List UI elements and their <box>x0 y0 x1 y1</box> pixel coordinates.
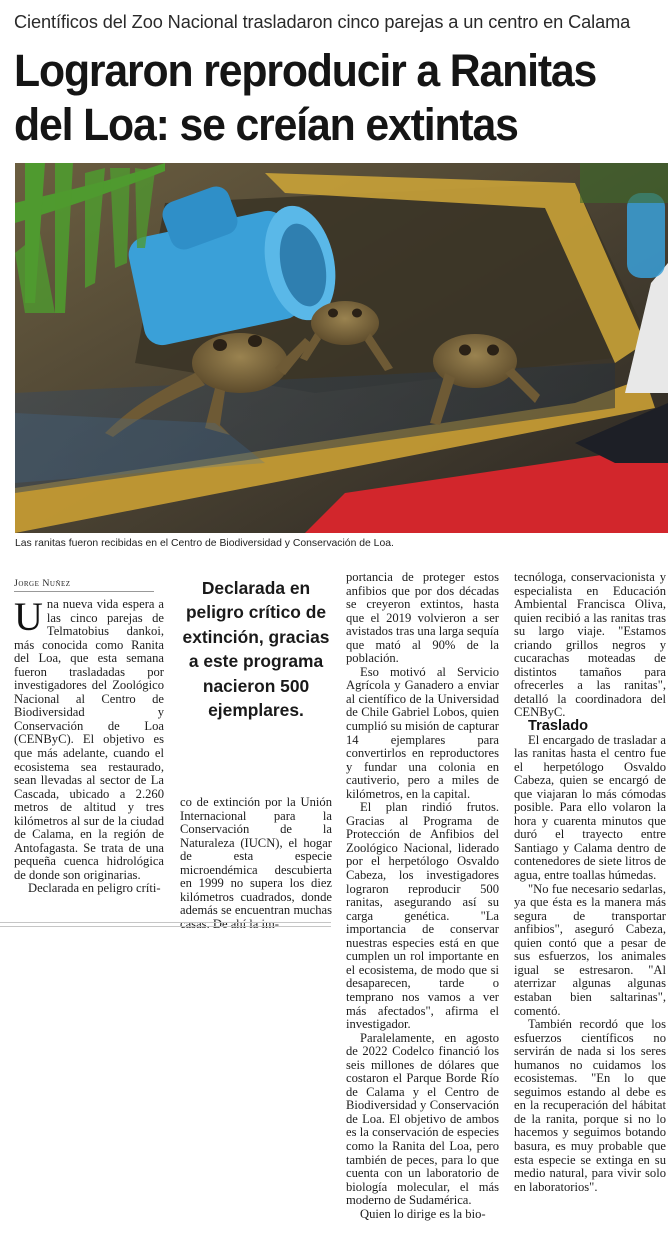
paragraph: Paralelamente, en agosto de 2022 Codelco financió los seis millones de dólares que costaron el Parque Borde Río de Calama y el Centro de Biodiversidad y Conservación de Loa. El objetivo de ambos es la conservación de especies como la Ranita del Loa, pero también de peces, para lo que cuenta con un laboratorio de biología molecular, el más moderno de Sudamérica. <box>346 1030 499 1208</box>
paragraph: El plan rindió frutos. Gracias al Programa de Protección de Anfibios del Zoológico Nacional, liderado por el herpetólogo Osvaldo Cabeza, los investigadores lograron reproducir 500 ranitas, asegurando así su carga genética. "La importancia de conservar nuestras especies está en que cumplen un rol importante en el ecosistema, de modo que si desaparecen, tarde o temprano nos vamos a ver más afectados", afirma el investigador. <box>346 800 499 1032</box>
subheading: Traslado <box>528 718 589 735</box>
paragraph: Declarada en peligro críti- <box>28 881 161 896</box>
byline-rule <box>14 591 154 592</box>
photo-caption: Las ranitas fueron recibidas en el Centro de Biodiversidad y Conservación de Loa. <box>15 538 394 549</box>
drop-cap: U <box>14 594 43 639</box>
article-kicker: Científicos del Zoo Nacional trasladaron cinco parejas a un centro en Calama <box>14 12 631 32</box>
article-column-4 <box>514 571 666 1194</box>
article-column-2 <box>180 796 332 931</box>
paragraph: tecnóloga, conservacionista y especialista en Educación Ambiental Francisca Oliva, quien recibió a las ranitas tras su largo viaje. "Estamos criando grillos negros y cucarachas moteadas de distintos tamaños para ofrecerles a las ranitas", detalló la coordinadora del CENByC. <box>514 570 666 720</box>
article-column-3 <box>346 571 499 1221</box>
frog-terrarium-illustration <box>15 163 668 533</box>
byline: Jorge Nuñez <box>14 578 71 589</box>
paragraph: portancia de proteger estos anfibios que por dos décadas se creyeron extintos, hasta que el 2019 volvieron a ser avistados tras una larga sequía que mató al 90% de la población. <box>346 570 499 666</box>
pull-quote: Declarada en peligro crítico de extinción, gracias a este programa nacieron 500 ejemplares. <box>182 578 330 721</box>
article-photo <box>15 163 668 533</box>
paragraph: Quien lo dirige es la bio- <box>360 1206 486 1221</box>
paragraph: Eso motivó al Servicio Agrícola y Ganadero a enviar al científico de la Universidad de Chile Gabriel Lobos, quien cumplió su misión de capturar 14 ejemplares para convertirlos en reproductores y fundar una colonia en cautiverio, pero a miles de kilómetros, en la capital. <box>346 664 499 801</box>
article-headline: Lograron reproducir a Ranitas del Loa: se creían extintas <box>14 45 597 150</box>
paragraph: El encargado de trasladar a las ranitas hasta el centro fue el herpetólogo Osvaldo Cabeza, quien se encargó de que viajaran lo más cómodas posible. Para ello volaron la hora y cuarenta minutos que duró el trayecto entre Santiago y Calama dentro de contenedores de siete litros de agua, entre toallas húmedas. <box>514 732 666 883</box>
paragraph: "No fue necesario sedarlas, ya que ésta es la manera más segura de transportar anfibios", aseguró Cabeza, quien contó que a pesar de sus esfuerzos, los animales igual se estresaron. "Al aterrizar algunas algunas estaban bien saltarinas", comentó. <box>514 881 666 1018</box>
paragraph: También recordó que los esfuerzos científicos no servirán de nada si los seres humanos no cuidamos los ecosistemas. "En lo que seguimos estando al debe es en la recuperación del hábitat de la ranita, porque si no lo hacemos y seguimos botando basura, es muy probable que esta especie se extinga en su medio natural, para vivir solo en laboratorios". <box>514 1017 666 1194</box>
article-column-1 <box>14 594 164 896</box>
section-divider <box>0 922 331 923</box>
section-divider <box>0 926 331 927</box>
paragraph: Una nueva vida espera a las cinco parejas de Telmatobius dankoi, más conocida como Ranita del Loa, que esta semana fueron trasladadas por investigadores del Zoológico Nacional al Centro de Biodiversidad y Conservación de Loa (CENByC). El objetivo es que más adelante, cuando el ecosistema sea restaurado, sean llevadas al sector de La Cascada, ubicado a 2.260 metros de altitud y tres kilómetros al sur de la ciudad de Calama, en la región de Antofagasta. Se trata de una pequeña cuenca hidrológica de donde son originarias. <box>14 594 164 882</box>
paragraph: co de extinción por la Unión Internacional para la Conservación de la Naturaleza (IUCN), el hogar de esta especie microendémica descubierta en 1999 no supera los diez kilómetros cuadrados, donde además se encuentran muchas casas. De ahí la im- <box>180 795 332 931</box>
